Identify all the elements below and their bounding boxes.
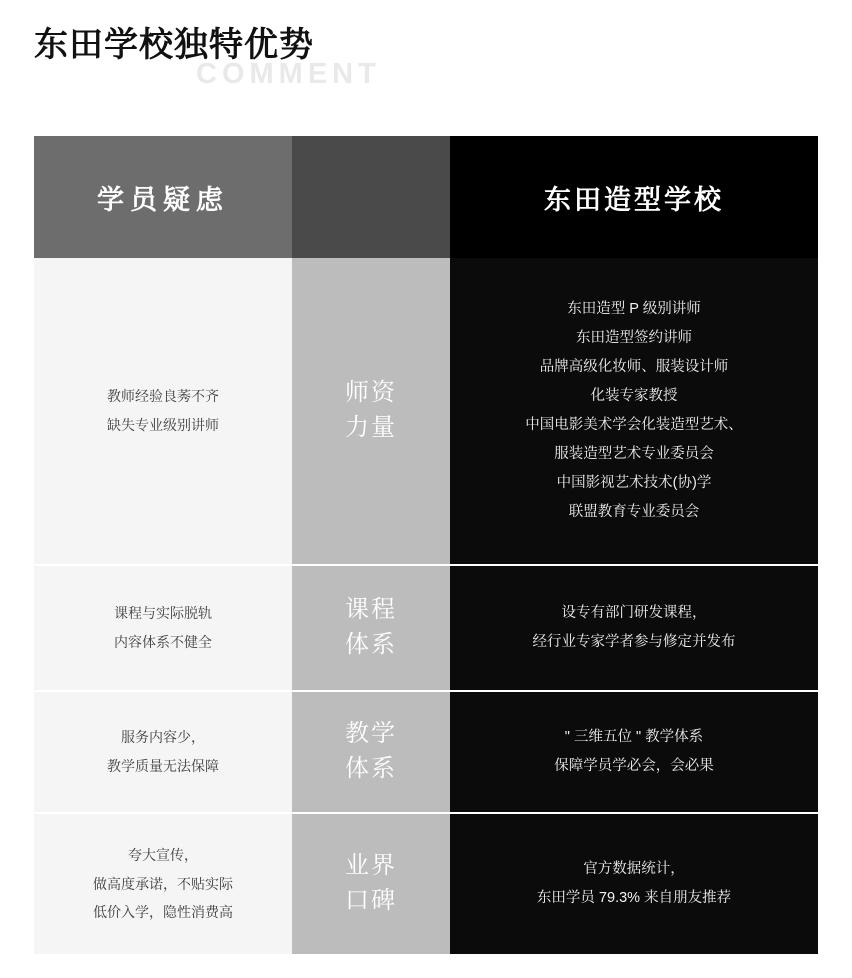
column-header-student-doubt: 学员疑虑 [34, 136, 292, 258]
topic-line: 力量 [345, 414, 397, 441]
cell-topic-faculty [292, 258, 450, 565]
doubt-line: 低价入学，隐性消费高 [93, 904, 233, 921]
topic-line: 教学 [345, 720, 397, 748]
table-header-row [34, 136, 818, 258]
doubt-lines-4 [34, 841, 292, 927]
school-line: 经行业专家学者参与修定并发布 [532, 634, 736, 650]
school-lines-4 [450, 855, 818, 913]
cell-topic-teaching [292, 691, 450, 813]
school-line: 官方数据统计， [583, 861, 685, 877]
topic-line: 体系 [345, 631, 397, 658]
cell-topic-curriculum [292, 565, 450, 691]
cell-school-curriculum [450, 565, 818, 691]
school-lines-2 [450, 599, 818, 657]
table-row [34, 691, 818, 813]
doubt-line: 教师经验良莠不齐 [107, 388, 219, 405]
topic-line: 体系 [345, 755, 397, 782]
doubt-line: 做高度承诺，不贴实际 [93, 875, 233, 892]
doubt-line: 教学质量无法保障 [107, 758, 219, 774]
cell-doubt-reputation [34, 813, 292, 954]
school-line: 中国电影美术学会化装造型艺术、 [525, 417, 743, 433]
topic-line: 课程 [345, 596, 397, 624]
school-line: 联盟教育专业委员会 [568, 504, 700, 520]
cell-school-teaching [450, 691, 818, 813]
topic-line: 业界 [345, 852, 397, 880]
table-row [34, 258, 818, 565]
topic-line: 师资 [345, 379, 397, 407]
topic-lines-4 [292, 849, 450, 919]
table-header [34, 136, 818, 258]
topic-lines-2 [292, 593, 450, 663]
page-title: 东田学校独特优势 [34, 26, 314, 64]
topic-lines-1 [292, 376, 450, 446]
watermark-text: COMMENT [196, 58, 381, 90]
cell-doubt-teaching [34, 691, 292, 813]
school-line: 保障学员学必会，会必果 [554, 758, 714, 774]
school-line: 品牌高级化妆师、服装设计师 [539, 359, 729, 375]
cell-school-reputation [450, 813, 818, 954]
table-row [34, 565, 818, 691]
doubt-line: 缺失专业级别讲师 [107, 417, 219, 433]
school-line: 化装专家教授 [590, 388, 678, 404]
column-header-school: 东田造型学校 [450, 136, 818, 258]
doubt-line: 课程与实际脱轨 [114, 605, 212, 622]
school-line: 设专有部门研发课程， [561, 605, 707, 621]
doubt-line: 服务内容少， [121, 729, 205, 746]
doubt-lines-2 [34, 599, 292, 656]
cell-topic-reputation [292, 813, 450, 954]
cell-doubt-curriculum [34, 565, 292, 691]
school-line: 东田造型 P 级别讲师 [567, 301, 701, 317]
school-lines-1 [450, 295, 818, 527]
doubt-lines-3 [34, 723, 292, 780]
doubt-line: 内容体系不健全 [114, 634, 212, 650]
doubt-lines-1 [34, 382, 292, 439]
school-line: " 三维五位 " 教学体系 [564, 729, 704, 745]
cell-school-faculty [450, 258, 818, 565]
school-line: 服装造型艺术专业委员会 [554, 446, 714, 462]
doubt-line: 夸大宣传， [128, 846, 198, 863]
school-line: 中国影视艺术技术(协)学 [556, 475, 712, 491]
table-row [34, 813, 818, 954]
table-body [34, 258, 818, 954]
school-line: 东田学员 79.3% 来自朋友推荐 [536, 890, 732, 906]
topic-lines-3 [292, 717, 450, 787]
column-header-topic [292, 136, 450, 258]
cell-doubt-teachers [34, 258, 292, 565]
school-lines-3 [450, 723, 818, 781]
topic-line: 口碑 [345, 887, 397, 914]
school-line: 东田造型签约讲师 [576, 330, 692, 346]
advantages-comparison-table [34, 136, 818, 954]
